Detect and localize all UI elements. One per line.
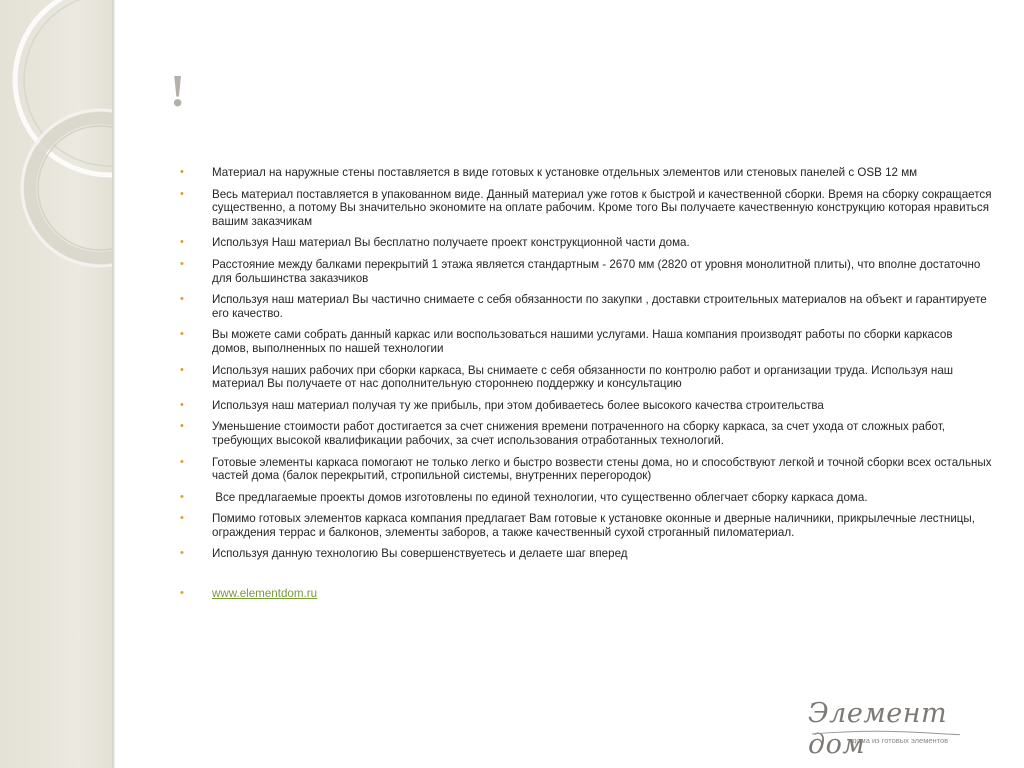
bullet-text: Материал на наружные стены поставляется в виде готовых к установке отдельных элементов или стеновых панелей с OSB 12 мм [212, 166, 918, 179]
bullet-dot-icon: • [180, 490, 184, 503]
bullet-text: Вы можете сами собрать данный каркас или воспользоваться нашими услугами. Наша компания производят работы по сборки каркасов домов, выполненных по нашей технологии [212, 328, 953, 355]
bullet-dot-icon: • [180, 236, 184, 249]
slide-content [180, 166, 992, 609]
list-item-link [180, 587, 992, 601]
list-item [180, 364, 992, 391]
bullet-text: Используя данную технологию Вы совершенствуетесь и делаете шаг вперед [212, 547, 628, 561]
bullet-dot-icon: • [180, 512, 184, 525]
bullet-dot-icon: • [180, 293, 184, 306]
bullet-text: Весь материал поставляется в упакованном виде. Данный материал уже готов к быстрой и качественной сборки. Время на сборку сокращается существенно, а потому Вы значительно экономите на оплате рабочим. Кроме того Вы получаете качественную конструкцию которая нравиться вашим заказчикам [212, 187, 992, 228]
bullet-text: Помимо готовых элементов каркаса компания предлагает Вам готовые к установке оконные и дверные наличники, прикрылечные лестницы, ограждения террас и балконов, элементы заборов, а также качественный сухой строганный пиломатериал. [212, 512, 975, 539]
sidebar-edge [112, 0, 115, 768]
decorative-circles [0, 0, 112, 300]
list-item [180, 166, 992, 180]
bullet-dot-icon: • [180, 328, 184, 341]
bullet-text: Используя наших рабочих при сборки каркаса, Вы снимаете с себя обязанности по контролю работ и организации труда. Используя наш материал Вы получаете от нас дополнительную стороннею поддержку и консультацию [212, 363, 954, 391]
bullet-dot-icon: • [180, 420, 184, 433]
slide-title: ! [170, 65, 186, 116]
bullet-dot-icon: • [180, 187, 184, 200]
company-logo [808, 698, 968, 760]
list-item [180, 399, 992, 413]
list-item [180, 420, 992, 447]
list-item [180, 547, 992, 561]
bullet-dot-icon: • [180, 547, 184, 560]
bullet-text: Используя наш материал Вы частично снимаете с себя обязанности по закупки , доставки строительных материалов на объект и гарантируете его качество. [212, 293, 987, 320]
list-item [180, 328, 992, 355]
bullet-dot-icon: • [180, 398, 184, 411]
list-item [180, 236, 992, 250]
logo-wordmark: Элемент дом [808, 698, 948, 760]
list-item [180, 258, 992, 285]
bullet-dot-icon: • [180, 257, 184, 270]
decorative-sidebar [0, 0, 112, 768]
list-item [180, 512, 992, 539]
bullet-text: Готовые элементы каркаса помогают не только легко и быстро возвести стены дома, но и способствуют легкой и точной сборки всех остальных частей дома (балок перекрытий, стропильной системы, внутренних перегородок) [212, 455, 992, 483]
bullet-text: Используя наш материал получая ту же прибыль, при этом добиваетесь более высокого качества строительства [212, 398, 824, 412]
bullet-dot-icon: • [180, 455, 184, 468]
list-item [180, 456, 992, 483]
bullet-list [180, 166, 992, 601]
bullet-text: Все предлагаемые проекты домов изготовлены по единой технологии, что существенно облегчает сборку каркаса дома. [212, 490, 868, 504]
bullet-dot-icon: • [180, 587, 184, 600]
website-link[interactable]: www.elementdom.ru [212, 587, 318, 601]
bullet-text: Расстояние между балками перекрытий 1 этажа является стандартным - 2670 мм (2820 от уровня монолитной плиты), что вполне достаточно для большинства заказчиков [212, 257, 981, 285]
list-item [180, 293, 992, 320]
logo-tagline: дома из готовых элементов [852, 736, 949, 745]
bullet-dot-icon: • [180, 166, 184, 178]
bullet-text: Уменьшение стоимости работ достигается за счет снижения времени потраченного на сборку каркаса, за счет ухода от сложных работ, требующих высокой квалификации рабочих, за счет использования отработанных технологий. [212, 420, 945, 447]
bullet-text: Используя Наш материал Вы бесплатно получаете проект конструкционной части дома. [212, 236, 690, 250]
bullet-dot-icon: • [180, 363, 184, 376]
list-item [180, 188, 992, 229]
list-item [180, 491, 992, 505]
